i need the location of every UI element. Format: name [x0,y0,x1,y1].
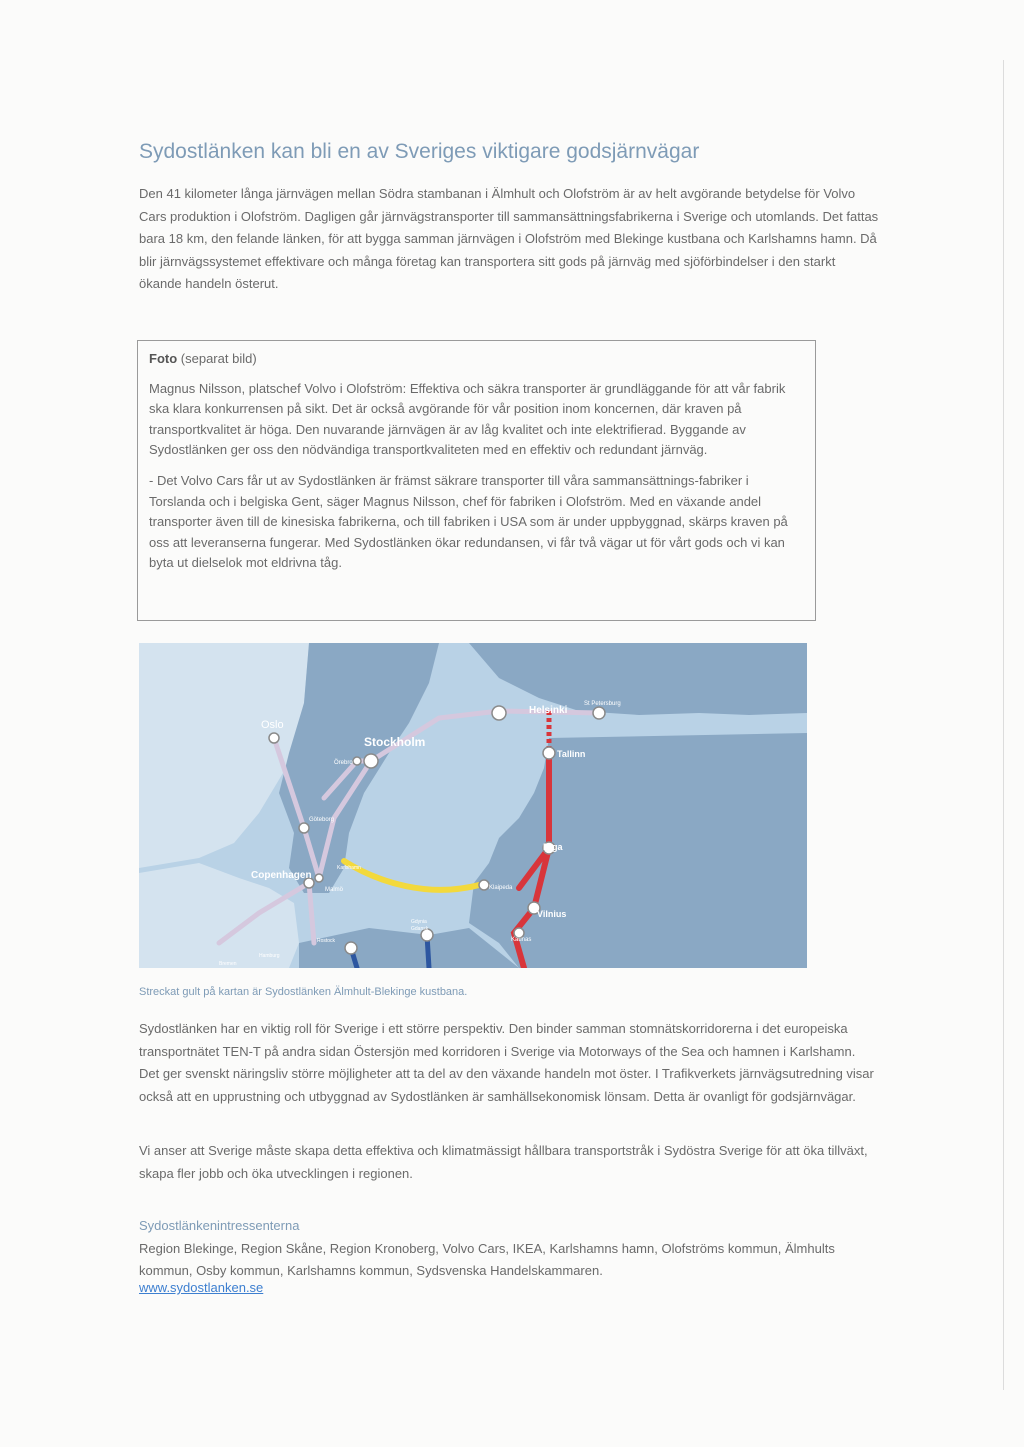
label-gdansk: Gdansk [411,926,429,932]
photo-placeholder-line [149,349,806,370]
label-hamburg: Hamburg [259,953,280,959]
page-edge-rule [1003,60,1004,1390]
label-bremen: Bremen [219,961,237,967]
website-link[interactable]: www.sydostlanken.se [139,1280,264,1295]
node-orebro [353,757,361,765]
photo-label: Foto [149,351,178,366]
label-goteborg: Göteborg [309,817,335,823]
label-stpetersburg: St Petersburg [584,701,621,707]
node-tallinn [543,747,555,759]
label-kaunas: Kaunas [511,937,532,943]
map-caption: Streckat gult på kartan är Sydostlänken Älmhult-Blekinge kustbana. [139,986,468,998]
label-gdynia: Gdynia [411,919,427,925]
photo-note: (separat bild) [180,351,257,366]
label-karlshamn: Karlshamn [337,865,361,871]
quote-box [137,340,816,621]
label-helsinki: Helsinki [529,705,568,716]
node-gdansk [345,942,357,954]
label-vilnius: Vilnius [537,909,567,919]
node-stpetersburg [593,707,605,719]
paragraph-3: Vi anser att Sverige måste skapa detta effektiva och klimatmässigt hållbara transportstråk i Sydöstra Sverige för att öka tillväxt, skapa fler jobb och öka utvecklingen i regionen. [139,1143,868,1181]
stakeholders-list: Region Blekinge, Region Skåne, Region Kronoberg, Volvo Cars, IKEA, Karlshamns hamn, Olofströms kommun, Älmhults kommun, Osby kommun, Karlshamns kommun, Sydsvenska Handelskammaren. [139,1241,835,1278]
label-oslo: Oslo [261,719,284,731]
intro-paragraph: Den 41 kilometer långa järnvägen mellan Södra stambanan i Älmhult och Olofström är av helt avgörande betydelse för Volvo Cars produktion i Olofström. Dagligen går järnvägstransporter till sammansättningsfabrikerna i Sverige och utomlands. Det fattas bara 18 km, den felande länken, för att bygga samman järnvägen i Olofström med Blekinge kustbana och Karlshamns hamn. Då blir järnvägssystemet effektivare och många företag kan transportera sitt gods på järnväg med sjöförbindelser i den starkt ökande handeln österut. [139,186,879,292]
stakeholders-heading: Sydostlänkenintressenterna [139,1218,300,1233]
label-copenhagen: Copenhagen [251,870,312,881]
baltic-route-map [139,643,807,968]
node-oslo [269,733,279,743]
label-rostock: Rostock [317,938,336,944]
node-goteborg [299,823,309,833]
paragraph-2: Sydostlänken har en viktig roll för Sverige i ett större perspektiv. Den binder samman stomnätskorridorerna i det europeiska transportnätet TEN-T på andra sidan Östersjön med korridoren i Sverige via Motorways of the Sea och hamnen i Karlshamn. Det ger svenskt näringsliv större möjligheter att ta del av den växande handeln mot öster. I Trafikverkets järnvägsutredning visar också att en upprustning och utbyggnad av Sydostlänken är samhällsekonomisk lönsam. Detta är ovanligt för godsjärnvägar. [139,1021,874,1104]
label-tallinn: Tallinn [557,749,586,759]
label-malmo: Malmö [325,887,344,893]
node-stockholm [364,754,378,768]
quote-paragraph-1: Magnus Nilsson, platschef Volvo i Olofström: Effektiva och säkra transporter är grundläggande för att vår fabrik ska klara konkurrensen på sikt. Det är också avgörande för vår position inom koncernen, där kraven på transportkvalitet är höga. Den nuvarande järnvägen är av låg kvalitet och inte elektrifierad. Byggande av Sydostlänken ger oss den nödvändiga transportkvaliteten med en effektiv och redundant järnväg. [149,380,786,458]
label-klaipeda: Klaipeda [489,885,513,891]
label-orebro: Örebro [334,760,353,766]
node-malmo [315,874,323,882]
node-klaipeda [479,880,489,890]
label-riga: Riga [543,842,563,852]
label-stockholm: Stockholm [364,735,426,749]
document-title: Sydostlänken kan bli en av Sveriges viktigare godsjärnvägar [139,140,700,163]
quote-paragraph-2: - Det Volvo Cars får ut av Sydostlänken är främst säkrare transporter till våra sammansättnings-fabriker i Torslanda och i belgiska Gent, säger Magnus Nilsson, chef för fabriken i Olofström. Med en växande andel transporter även till de kinesiska fabrikerna, och till fabriken i USA som är under uppbyggnad, skärps kraven på oss att leveranserna fungerar. Med Sydostlänken ökar redundansen, vi får två vägar ut för vårt gods och vi kan byta ut dielselok mot eldrivna tåg. [149,472,788,571]
node-helsinki [492,706,506,720]
